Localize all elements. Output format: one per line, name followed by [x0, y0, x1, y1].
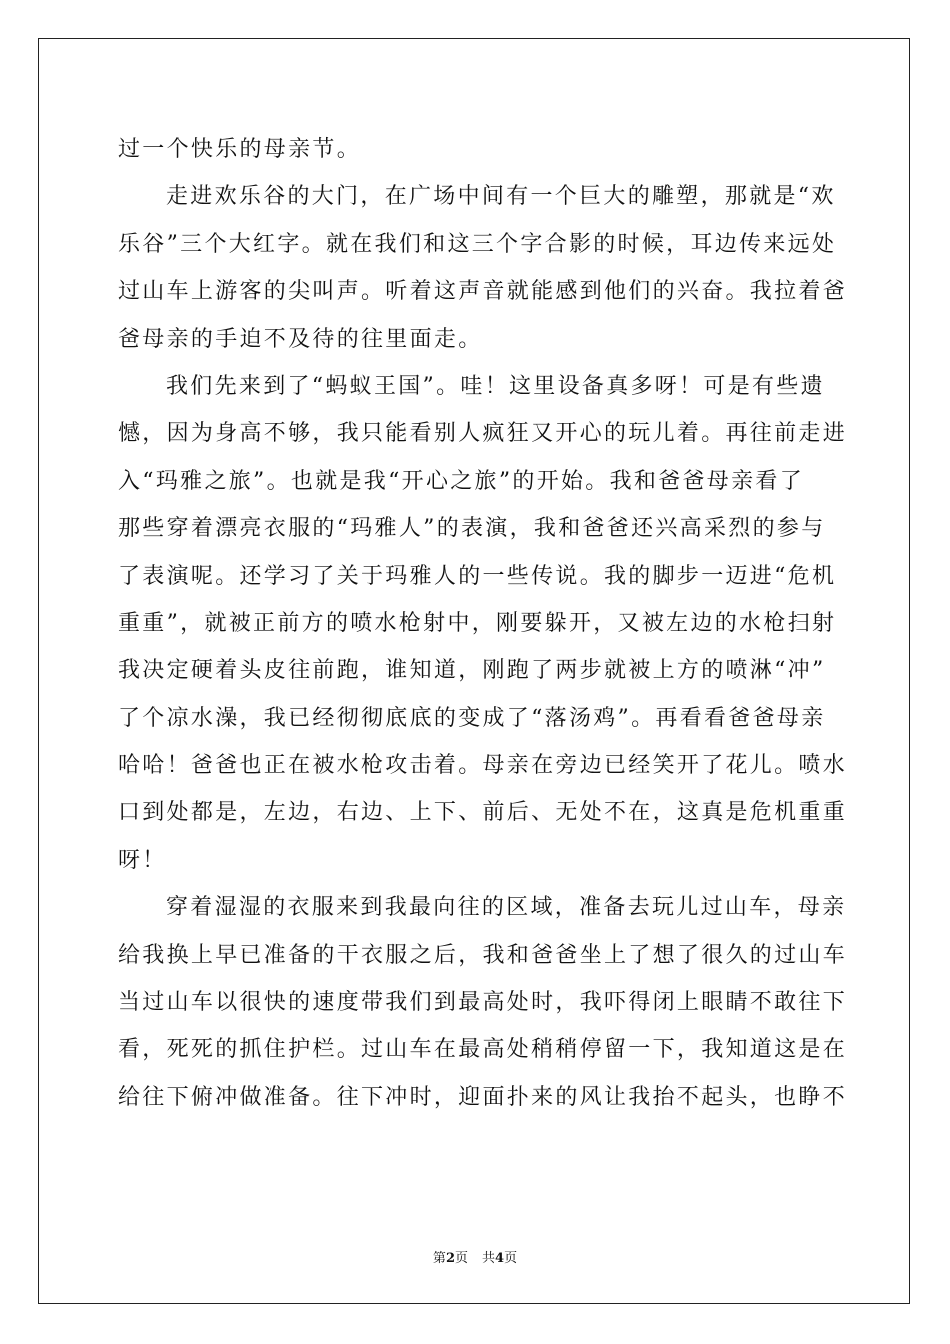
- text-line: 了个凉水澡，我已经彻彻底底的变成了“落汤鸡”。再看看爸爸母亲: [118, 705, 826, 731]
- total-prefix: 共: [482, 1251, 496, 1266]
- text-line: 看，死死的抓住护栏。过山车在最高处稍稍停留一下，我知道这是在: [118, 1037, 848, 1063]
- text-line: 当过山车以很快的速度带我们到最高处时，我吓得闭上眼睛不敢往下: [118, 990, 848, 1016]
- total-pages: 4: [495, 1251, 505, 1266]
- text-line: 乐谷”三个大红字。就在我们和这三个字合影的时候，耳边传来远处: [118, 231, 837, 257]
- text-line: 憾，因为身高不够，我只能看别人疯狂又开心的玩儿着。再往前走进: [118, 421, 848, 447]
- text-line: 重重”，就被正前方的喷水枪射中，刚要躲开，又被左边的水枪扫射: [118, 610, 837, 636]
- page-number: 2: [445, 1251, 455, 1266]
- page-prefix: 第: [432, 1251, 446, 1266]
- text-line: 那些穿着漂亮衣服的“玛雅人”的表演，我和爸爸还兴高采烈的参与: [118, 516, 826, 542]
- text-line: 呀！: [118, 847, 167, 873]
- total-suffix: 页: [504, 1251, 518, 1266]
- text-line: 穿着湿湿的衣服来到我最向往的区域，准备去玩儿过山车，母亲: [166, 895, 847, 921]
- page-footer: [0, 1247, 950, 1266]
- page-suffix: 页: [454, 1251, 468, 1266]
- text-line: 给往下俯冲做准备。往下冲时，迎面扑来的风让我抬不起头，也睁不: [118, 1084, 848, 1110]
- text-line: 给我换上早已准备的干衣服之后，我和爸爸坐上了想了很久的过山车: [118, 942, 848, 968]
- text-line: 爸母亲的手迫不及待的往里面走。: [118, 326, 483, 352]
- text-line: 走进欢乐谷的大门，在广场中间有一个巨大的雕塑，那就是“欢: [166, 184, 836, 210]
- text-line: 口到处都是，左边，右边、上下、前后、无处不在，这真是危机重重: [118, 800, 848, 826]
- text-line: 过山车上游客的尖叫声。听着这声音就能感到他们的兴奋。我拉着爸: [118, 279, 848, 305]
- document-body: [118, 126, 848, 1121]
- text-line: 入“玛雅之旅”。也就是我“开心之旅”的开始。我和爸爸母亲看了: [118, 468, 804, 494]
- text-line: 了表演呢。还学习了关于玛雅人的一些传说。我的脚步一迈进“危机: [118, 563, 837, 589]
- text-line: 过一个快乐的母亲节。: [118, 137, 362, 162]
- text-line: 哈哈！爸爸也正在被水枪攻击着。母亲在旁边已经笑开了花儿。喷水: [118, 753, 848, 779]
- text-line: 我决定硬着头皮往前跑，谁知道，刚跑了两步就被上方的喷淋“冲”: [118, 658, 826, 684]
- text-line: 我们先来到了“蚂蚁王国”。哇！这里设备真多呀！可是有些遗: [166, 373, 825, 399]
